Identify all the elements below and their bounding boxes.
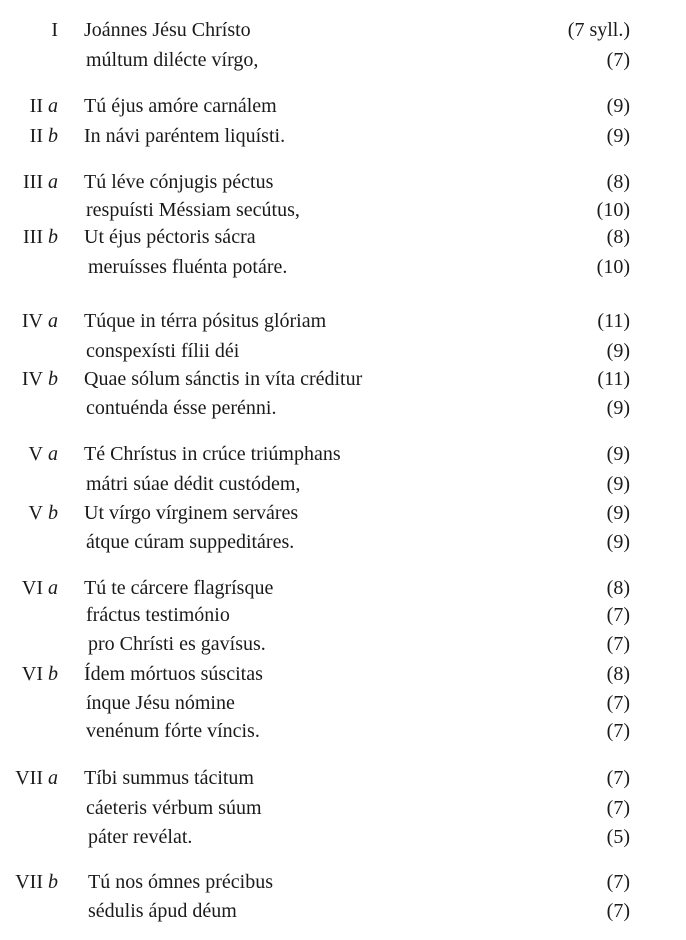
verse-text: Té Chrístus in crúce triúmphans [84,443,341,465]
strophe-number [51,16,58,44]
verse-text: contuénda ésse perénni. [86,397,277,419]
syllable-count: (7 syll.) [567,19,630,41]
verse-line [0,470,686,498]
verse-line [0,574,686,602]
strophe-number [15,764,58,792]
verse-text: pro Chrísti es gavísus. [88,633,266,655]
verse-text: conspexísti fílii déi [86,340,240,362]
verse-line [0,660,686,688]
strophe-number [23,223,58,251]
strophe-number [29,499,58,527]
verse-text: Tú léve cónjugis péctus [84,171,274,193]
syllable-count: (7) [606,767,630,789]
strophe-numeral: VI [21,663,43,685]
syllable-count: (9) [606,473,630,495]
syllable-count: (8) [606,171,630,193]
verse-text: Tíbi summus tácitum [84,767,254,789]
verse-line [0,528,686,556]
verse-line [0,365,686,393]
syllable-count: (7) [606,49,630,71]
strophe-half-letter: b [48,368,58,390]
verse-text: mátri súae dédit custódem, [86,473,301,495]
verse-line [0,122,686,150]
strophe-number [22,365,58,393]
strophe-numeral: VII [15,871,43,893]
strophe-number [22,660,58,688]
strophe-half-letter: a [48,577,58,599]
verse-line [0,16,686,44]
syllable-count: (9) [606,397,630,419]
verse-line [0,46,686,74]
verse-text: ínque Jésu nómine [86,692,235,714]
verse-line [0,440,686,468]
strophe-numeral: V [28,443,43,465]
syllable-count: (10) [596,199,630,221]
syllable-count: (7) [606,604,630,626]
syllable-count: (10) [596,256,630,278]
strophe-number [22,307,58,335]
verse-text: Ut éjus péctoris sácra [84,226,256,248]
strophe-number [22,574,58,602]
verse-line [0,223,686,251]
verse-line [0,394,686,422]
verse-line [0,92,686,120]
verse-line [0,764,686,792]
verse-text: sédulis ápud déum [88,900,237,922]
syllable-count: (9) [606,443,630,465]
syllable-count: (11) [597,310,630,332]
syllable-count: (9) [606,95,630,117]
verse-text: Quae sólum sánctis in víta créditur [84,368,363,390]
strophe-numeral: IV [21,310,43,332]
syllable-count: (9) [606,502,630,524]
verse-text: Túque in térra pósitus glóriam [84,310,327,332]
verse-line [0,168,686,196]
verse-text: múltum dilécte vírgo, [86,49,259,71]
strophe-numeral: VII [15,767,43,789]
syllable-count: (7) [606,633,630,655]
syllable-count: (8) [606,663,630,685]
verse-line [0,601,686,629]
strophe-half-letter: b [48,226,58,248]
strophe-number [29,440,58,468]
strophe-numeral: IV [21,368,43,390]
strophe-half-letter: b [48,663,58,685]
verse-text: venénum fórte víncis. [86,720,260,742]
syllable-count: (7) [606,720,630,742]
strophe-numeral: II [29,95,43,117]
strophe-numeral: I [51,19,58,41]
verse-line [0,823,686,851]
verse-text: Tú te cárcere flagrísque [84,577,274,599]
syllable-count: (8) [606,226,630,248]
verse-line [0,794,686,822]
syllable-count: (7) [606,797,630,819]
verse-line [0,307,686,335]
verse-text: respuísti Méssiam secútus, [86,199,300,221]
verse-text: fráctus testimónio [86,604,230,626]
verse-line [0,689,686,717]
verse-text: Tú éjus amóre carnálem [84,95,277,117]
syllable-count: (11) [597,368,630,390]
strophe-numeral: V [28,502,43,524]
strophe-half-letter: a [48,767,58,789]
strophe-number [30,122,58,150]
verse-line [0,499,686,527]
strophe-numeral: VI [21,577,43,599]
strophe-half-letter: b [48,871,58,893]
verse-line [0,630,686,658]
verse-text: Joánnes Jésu Chrísto [84,19,251,41]
strophe-half-letter: b [48,502,58,524]
verse-text: Tú nos ómnes précibus [88,871,273,893]
syllable-count: (9) [606,531,630,553]
strophe-half-letter: a [48,171,58,193]
syllable-count: (9) [606,125,630,147]
syllable-count: (9) [606,340,630,362]
verse-text: páter revélat. [88,826,193,848]
verse-text: Ídem mórtuos súscitas [84,663,263,685]
strophe-numeral: III [23,226,43,248]
strophe-numeral: III [23,171,43,193]
strophe-number [15,868,58,896]
strophe-half-letter: a [48,443,58,465]
strophe-number [30,92,58,120]
verse-text: In návi paréntem liquísti. [84,125,286,147]
strophe-half-letter: b [48,125,58,147]
verse-text: meruísses fluénta potáre. [88,256,288,278]
syllable-count: (7) [606,900,630,922]
verse-line [0,253,686,281]
verse-line [0,196,686,224]
verse-text: Ut vírgo vírginem serváres [84,502,299,524]
strophe-number [23,168,58,196]
verse-line [0,897,686,925]
verse-line [0,868,686,896]
strophe-half-letter: a [48,95,58,117]
strophe-half-letter: a [48,310,58,332]
verse-text: cáeteris vérbum súum [86,797,262,819]
verse-text: átque cúram suppeditáres. [86,531,295,553]
syllable-count: (7) [606,871,630,893]
syllable-count: (7) [606,692,630,714]
syllable-count: (5) [606,826,630,848]
verse-line [0,717,686,745]
strophe-numeral: II [29,125,43,147]
verse-line [0,337,686,365]
syllable-count: (8) [606,577,630,599]
